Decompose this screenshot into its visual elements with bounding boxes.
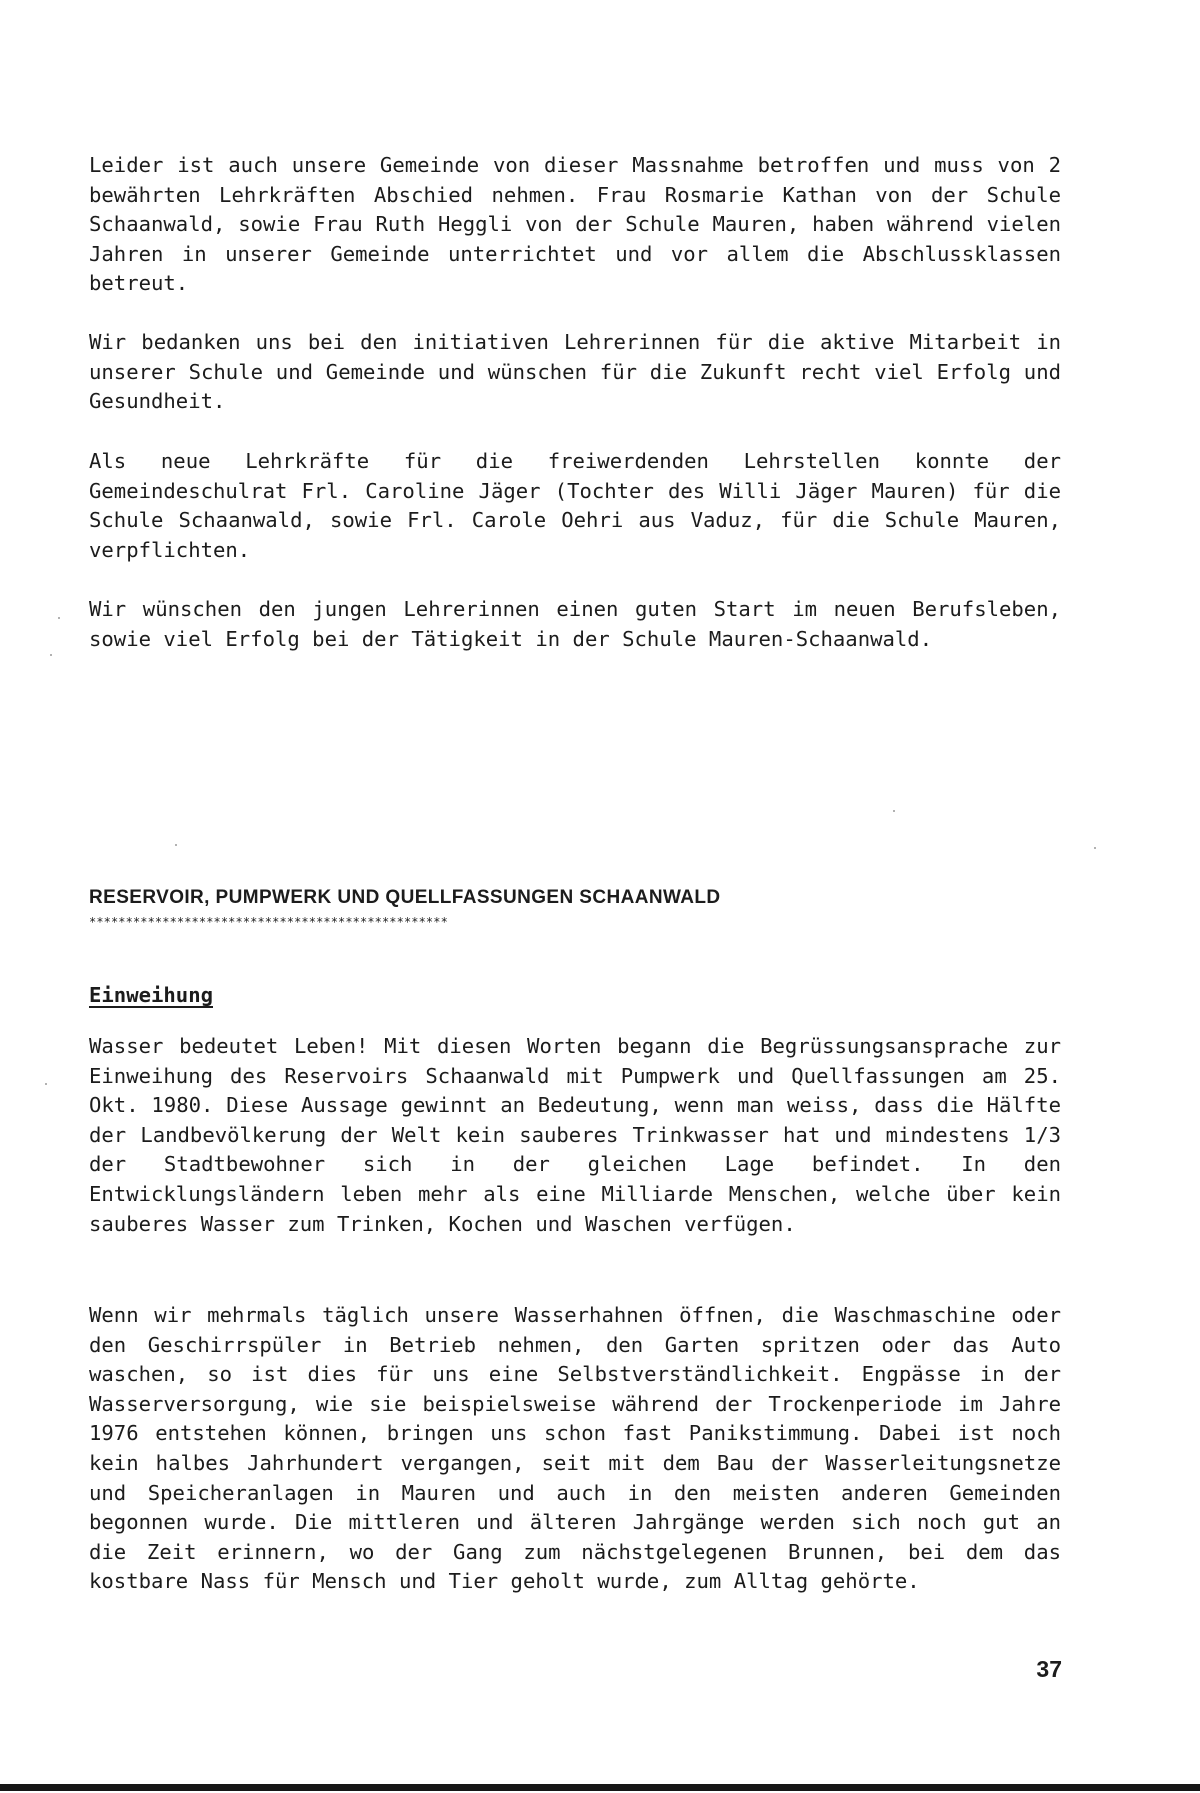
- paragraph-good-wishes: Wir wünschen den jungen Lehrerinnen einen guten Start im neuen Berufsleben, sowie viel Erfolg bei der Tätigkeit in der Schule Mauren-Schaanwald.: [89, 597, 1061, 651]
- scan-speck: [58, 617, 60, 619]
- scan-speck: [50, 654, 52, 656]
- page-bottom-rule: [0, 1784, 1200, 1791]
- paragraph-water-supply-history: Wenn wir mehrmals täglich unsere Wasserhahnen öffnen, die Waschmaschine oder den Geschirrspüler in Betrieb nehmen, den Garten spritzen oder das Auto waschen, so ist dies für uns eine Selbstverständlichkeit. Engpässe in der Wasserversorgung, wie sie beispielsweise während der Trockenperiode im Jahre 1976 entstehen können, bringen uns schon fast Panikstimmung. Dabei ist noch kein halbes Jahrhundert vergangen, seit mit dem Bau der Wasserleitungsnetze und Speicheranlagen in Mauren und auch in den meisten anderen Gemeinden begonnen wurde. Die mittleren und älteren Jahrgänge werden sich noch gut an die Zeit erinnern, wo der Gang zum nächstgelegenen Brunnen, bei dem das kostbare Nass für Mensch und Tier geholt wurde, zum Alltag gehörte.: [89, 1303, 1061, 1594]
- subheading-einweihung: Einweihung: [89, 983, 213, 1007]
- scan-speck: [45, 1083, 47, 1085]
- scan-speck: [893, 810, 895, 812]
- paragraph-new-teachers: Als neue Lehrkräfte für die freiwerdenden Lehrstellen konnte der Gemeindeschulrat Frl. Caroline Jäger (Tochter des Willi Jäger Mauren) für die Schule Schaanwald, sowie Frl. Carole Oehri aus Vaduz, für die Schule Mauren, verpflichten.: [89, 449, 1061, 562]
- heading-asterisk-underline: *************************************************: [89, 915, 448, 929]
- paragraph-farewell-teachers: Leider ist auch unsere Gemeinde von dieser Massnahme betroffen und muss von 2 bewährten Lehrkräften Abschied nehmen. Frau Rosmarie Kathan von der Schule Schaanwald, sowie Frau Ruth Heggli von der Schule Mauren, haben während vielen Jahren in unserer Gemeinde unterrichtet und vor allem die Abschlussklassen betreut.: [89, 153, 1061, 296]
- paragraph-water-means-life: Wasser bedeutet Leben! Mit diesen Worten begann die Begrüssungsansprache zur Einweihung des Reservoirs Schaanwald mit Pumpwerk und Quellfassungen am 25. Okt. 1980. Diese Aussage gewinnt an Bedeutung, wenn man weiss, dass die Hälfte der Landbevölkerung der Welt kein sauberes Trinkwasser hat und mindestens 1/3 der Stadtbewohner sich in der gleichen Lage befindet. In den Entwicklungsländern leben mehr als eine Milliarde Menschen, welche über kein sauberes Wasser zum Trinken, Kochen und Waschen verfügen.: [89, 1034, 1061, 1236]
- scan-speck: [175, 844, 177, 846]
- scan-speck: [1094, 847, 1096, 849]
- page-number: 37: [1036, 1656, 1062, 1682]
- section-heading: RESERVOIR, PUMPWERK UND QUELLFASSUNGEN SCHAANWALD: [89, 887, 721, 908]
- paragraph-thanks: Wir bedanken uns bei den initiativen Lehrerinnen für die aktive Mitarbeit in unserer Schule und Gemeinde und wünschen für die Zukunft recht viel Erfolg und Gesundheit.: [89, 330, 1061, 414]
